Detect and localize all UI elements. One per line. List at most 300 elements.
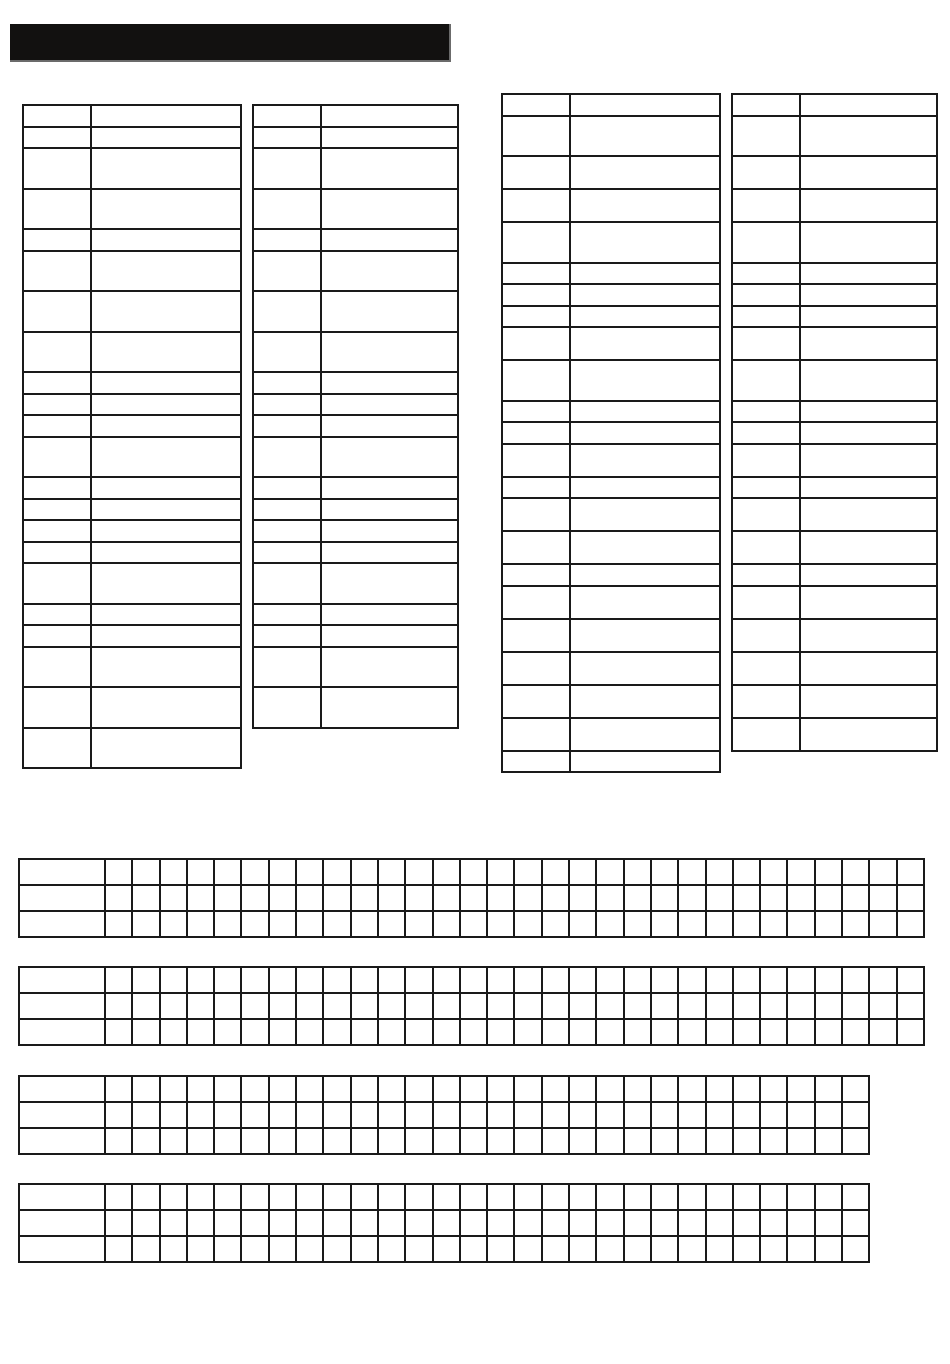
grid-cell[interactable] bbox=[214, 1236, 241, 1262]
value-cell[interactable] bbox=[321, 625, 458, 647]
grid-cell[interactable] bbox=[433, 1128, 460, 1154]
grid-cell[interactable] bbox=[160, 885, 187, 911]
label-cell[interactable] bbox=[732, 263, 800, 285]
value-cell[interactable] bbox=[321, 251, 458, 292]
grid-cell[interactable] bbox=[787, 1102, 814, 1128]
grid-cell[interactable] bbox=[596, 993, 623, 1019]
grid-cell[interactable] bbox=[214, 1210, 241, 1236]
label-cell[interactable] bbox=[253, 625, 321, 647]
value-cell[interactable] bbox=[800, 401, 937, 423]
grid-cell[interactable] bbox=[132, 1128, 159, 1154]
label-cell[interactable] bbox=[502, 156, 570, 189]
grid-cell[interactable] bbox=[651, 1236, 678, 1262]
grid-cell[interactable] bbox=[842, 859, 869, 885]
grid-cell[interactable] bbox=[815, 1236, 842, 1262]
grid-cell[interactable] bbox=[241, 1102, 268, 1128]
grid-cell[interactable] bbox=[514, 911, 541, 937]
value-cell[interactable] bbox=[91, 415, 241, 437]
grid-cell[interactable] bbox=[514, 1236, 541, 1262]
grid-cell[interactable] bbox=[241, 967, 268, 993]
value-cell[interactable] bbox=[321, 148, 458, 189]
grid-cell[interactable] bbox=[269, 993, 296, 1019]
grid-cell[interactable] bbox=[187, 1019, 214, 1045]
grid-cell[interactable] bbox=[514, 885, 541, 911]
grid-cell[interactable] bbox=[787, 1019, 814, 1045]
grid-cell[interactable] bbox=[487, 1076, 514, 1102]
value-cell[interactable] bbox=[570, 685, 720, 718]
label-cell[interactable] bbox=[253, 394, 321, 416]
grid-cell[interactable] bbox=[542, 993, 569, 1019]
grid-cell[interactable] bbox=[787, 859, 814, 885]
label-cell[interactable] bbox=[23, 437, 91, 478]
grid-cell[interactable] bbox=[296, 859, 323, 885]
grid-cell[interactable] bbox=[460, 967, 487, 993]
grid-cell[interactable] bbox=[214, 1102, 241, 1128]
row-label-cell[interactable] bbox=[19, 1019, 105, 1045]
grid-cell[interactable] bbox=[514, 1076, 541, 1102]
grid-cell[interactable] bbox=[269, 1019, 296, 1045]
label-cell[interactable] bbox=[732, 619, 800, 652]
grid-cell[interactable] bbox=[132, 1019, 159, 1045]
label-cell[interactable] bbox=[253, 229, 321, 251]
grid-cell[interactable] bbox=[132, 885, 159, 911]
grid-cell[interactable] bbox=[787, 1236, 814, 1262]
grid-cell[interactable] bbox=[733, 859, 760, 885]
grid-cell[interactable] bbox=[596, 859, 623, 885]
grid-cell[interactable] bbox=[596, 967, 623, 993]
grid-cell[interactable] bbox=[733, 1128, 760, 1154]
grid-cell[interactable] bbox=[105, 1102, 132, 1128]
grid-cell[interactable] bbox=[323, 1102, 350, 1128]
label-cell[interactable] bbox=[23, 372, 91, 394]
grid-cell[interactable] bbox=[323, 1076, 350, 1102]
row-label-cell[interactable] bbox=[19, 993, 105, 1019]
label-cell[interactable] bbox=[23, 687, 91, 728]
grid-cell[interactable] bbox=[132, 1184, 159, 1210]
value-cell[interactable] bbox=[800, 306, 937, 328]
value-cell[interactable] bbox=[570, 477, 720, 499]
grid-cell[interactable] bbox=[760, 1236, 787, 1262]
grid-cell[interactable] bbox=[678, 1076, 705, 1102]
grid-cell[interactable] bbox=[214, 1076, 241, 1102]
label-cell[interactable] bbox=[502, 306, 570, 328]
grid-cell[interactable] bbox=[269, 859, 296, 885]
label-cell[interactable] bbox=[253, 372, 321, 394]
grid-cell[interactable] bbox=[760, 1184, 787, 1210]
value-cell[interactable] bbox=[570, 444, 720, 477]
grid-cell[interactable] bbox=[433, 885, 460, 911]
row-label-cell[interactable] bbox=[19, 1128, 105, 1154]
value-cell[interactable] bbox=[800, 531, 937, 564]
grid-cell[interactable] bbox=[187, 1128, 214, 1154]
value-cell[interactable] bbox=[321, 647, 458, 688]
grid-cell[interactable] bbox=[542, 885, 569, 911]
label-cell[interactable] bbox=[502, 444, 570, 477]
value-cell[interactable] bbox=[91, 189, 241, 230]
grid-cell[interactable] bbox=[296, 967, 323, 993]
label-cell[interactable] bbox=[23, 477, 91, 499]
grid-cell[interactable] bbox=[542, 1019, 569, 1045]
grid-cell[interactable] bbox=[460, 1236, 487, 1262]
grid-cell[interactable] bbox=[487, 1210, 514, 1236]
grid-cell[interactable] bbox=[651, 993, 678, 1019]
value-cell[interactable] bbox=[570, 222, 720, 263]
grid-cell[interactable] bbox=[296, 1076, 323, 1102]
grid-cell[interactable] bbox=[378, 1102, 405, 1128]
grid-cell[interactable] bbox=[487, 1102, 514, 1128]
grid-cell[interactable] bbox=[651, 885, 678, 911]
grid-cell[interactable] bbox=[733, 911, 760, 937]
grid-cell[interactable] bbox=[842, 1128, 869, 1154]
grid-cell[interactable] bbox=[624, 1076, 651, 1102]
grid-cell[interactable] bbox=[487, 1019, 514, 1045]
value-cell[interactable] bbox=[800, 498, 937, 531]
value-cell[interactable] bbox=[91, 229, 241, 251]
grid-cell[interactable] bbox=[651, 1210, 678, 1236]
grid-cell[interactable] bbox=[241, 885, 268, 911]
value-cell[interactable] bbox=[570, 94, 720, 116]
grid-cell[interactable] bbox=[596, 1210, 623, 1236]
value-cell[interactable] bbox=[570, 156, 720, 189]
label-cell[interactable] bbox=[23, 148, 91, 189]
grid-cell[interactable] bbox=[596, 1076, 623, 1102]
grid-cell[interactable] bbox=[897, 911, 924, 937]
grid-cell[interactable] bbox=[897, 993, 924, 1019]
grid-cell[interactable] bbox=[815, 967, 842, 993]
label-cell[interactable] bbox=[502, 263, 570, 285]
grid-cell[interactable] bbox=[187, 911, 214, 937]
grid-cell[interactable] bbox=[596, 911, 623, 937]
grid-cell[interactable] bbox=[405, 1184, 432, 1210]
grid-cell[interactable] bbox=[460, 1210, 487, 1236]
grid-cell[interactable] bbox=[787, 1128, 814, 1154]
label-cell[interactable] bbox=[253, 604, 321, 626]
grid-cell[interactable] bbox=[542, 1076, 569, 1102]
grid-cell[interactable] bbox=[624, 1128, 651, 1154]
label-cell[interactable] bbox=[732, 564, 800, 586]
grid-cell[interactable] bbox=[351, 1019, 378, 1045]
grid-cell[interactable] bbox=[405, 1236, 432, 1262]
grid-cell[interactable] bbox=[323, 1236, 350, 1262]
grid-cell[interactable] bbox=[869, 885, 896, 911]
value-cell[interactable] bbox=[91, 372, 241, 394]
grid-cell[interactable] bbox=[815, 1019, 842, 1045]
grid-cell[interactable] bbox=[542, 911, 569, 937]
grid-cell[interactable] bbox=[269, 1184, 296, 1210]
grid-cell[interactable] bbox=[160, 1210, 187, 1236]
grid-cell[interactable] bbox=[787, 967, 814, 993]
grid-cell[interactable] bbox=[105, 859, 132, 885]
grid-cell[interactable] bbox=[187, 1076, 214, 1102]
value-cell[interactable] bbox=[800, 652, 937, 685]
label-cell[interactable] bbox=[502, 685, 570, 718]
label-cell[interactable] bbox=[502, 477, 570, 499]
grid-cell[interactable] bbox=[241, 1128, 268, 1154]
grid-cell[interactable] bbox=[405, 1210, 432, 1236]
label-cell[interactable] bbox=[23, 251, 91, 292]
grid-cell[interactable] bbox=[624, 1236, 651, 1262]
grid-cell[interactable] bbox=[624, 885, 651, 911]
value-cell[interactable] bbox=[570, 116, 720, 157]
grid-cell[interactable] bbox=[706, 1019, 733, 1045]
grid-cell[interactable] bbox=[405, 1102, 432, 1128]
grid-cell[interactable] bbox=[569, 967, 596, 993]
label-cell[interactable] bbox=[253, 647, 321, 688]
grid-cell[interactable] bbox=[460, 1184, 487, 1210]
grid-cell[interactable] bbox=[241, 1076, 268, 1102]
grid-cell[interactable] bbox=[296, 1128, 323, 1154]
grid-cell[interactable] bbox=[487, 859, 514, 885]
grid-cell[interactable] bbox=[460, 885, 487, 911]
grid-cell[interactable] bbox=[296, 993, 323, 1019]
grid-cell[interactable] bbox=[678, 967, 705, 993]
label-cell[interactable] bbox=[502, 498, 570, 531]
value-cell[interactable] bbox=[800, 284, 937, 306]
label-cell[interactable] bbox=[732, 189, 800, 222]
grid-cell[interactable] bbox=[514, 859, 541, 885]
label-cell[interactable] bbox=[502, 284, 570, 306]
grid-cell[interactable] bbox=[405, 1076, 432, 1102]
grid-cell[interactable] bbox=[433, 1076, 460, 1102]
grid-cell[interactable] bbox=[514, 967, 541, 993]
grid-cell[interactable] bbox=[733, 1102, 760, 1128]
grid-cell[interactable] bbox=[569, 859, 596, 885]
grid-cell[interactable] bbox=[760, 1210, 787, 1236]
label-cell[interactable] bbox=[23, 189, 91, 230]
grid-cell[interactable] bbox=[269, 1128, 296, 1154]
value-cell[interactable] bbox=[91, 394, 241, 416]
grid-cell[interactable] bbox=[323, 885, 350, 911]
value-cell[interactable] bbox=[321, 189, 458, 230]
grid-cell[interactable] bbox=[706, 1076, 733, 1102]
label-cell[interactable] bbox=[23, 415, 91, 437]
grid-cell[interactable] bbox=[269, 1210, 296, 1236]
grid-cell[interactable] bbox=[105, 885, 132, 911]
grid-cell[interactable] bbox=[542, 1210, 569, 1236]
value-cell[interactable] bbox=[91, 148, 241, 189]
grid-cell[interactable] bbox=[542, 1128, 569, 1154]
grid-cell[interactable] bbox=[842, 993, 869, 1019]
grid-cell[interactable] bbox=[596, 1128, 623, 1154]
grid-cell[interactable] bbox=[460, 1019, 487, 1045]
value-cell[interactable] bbox=[91, 127, 241, 149]
value-cell[interactable] bbox=[91, 542, 241, 564]
label-cell[interactable] bbox=[23, 291, 91, 332]
grid-cell[interactable] bbox=[187, 859, 214, 885]
value-cell[interactable] bbox=[91, 332, 241, 373]
value-cell[interactable] bbox=[91, 251, 241, 292]
label-cell[interactable] bbox=[732, 222, 800, 263]
grid-cell[interactable] bbox=[651, 1102, 678, 1128]
grid-cell[interactable] bbox=[815, 1184, 842, 1210]
grid-cell[interactable] bbox=[160, 1236, 187, 1262]
grid-cell[interactable] bbox=[706, 859, 733, 885]
value-cell[interactable] bbox=[91, 105, 241, 127]
value-cell[interactable] bbox=[321, 520, 458, 542]
grid-cell[interactable] bbox=[815, 1076, 842, 1102]
grid-cell[interactable] bbox=[160, 859, 187, 885]
value-cell[interactable] bbox=[321, 687, 458, 728]
value-cell[interactable] bbox=[800, 422, 937, 444]
value-cell[interactable] bbox=[321, 415, 458, 437]
grid-cell[interactable] bbox=[241, 911, 268, 937]
grid-cell[interactable] bbox=[678, 1210, 705, 1236]
value-cell[interactable] bbox=[800, 564, 937, 586]
value-cell[interactable] bbox=[570, 564, 720, 586]
grid-cell[interactable] bbox=[460, 993, 487, 1019]
grid-cell[interactable] bbox=[787, 1076, 814, 1102]
grid-cell[interactable] bbox=[351, 1236, 378, 1262]
grid-cell[interactable] bbox=[678, 1102, 705, 1128]
value-cell[interactable] bbox=[570, 619, 720, 652]
label-cell[interactable] bbox=[253, 499, 321, 521]
grid-cell[interactable] bbox=[869, 1019, 896, 1045]
value-cell[interactable] bbox=[800, 685, 937, 718]
value-cell[interactable] bbox=[321, 229, 458, 251]
label-cell[interactable] bbox=[502, 327, 570, 360]
grid-cell[interactable] bbox=[487, 1128, 514, 1154]
label-cell[interactable] bbox=[502, 360, 570, 401]
grid-cell[interactable] bbox=[105, 1076, 132, 1102]
label-cell[interactable] bbox=[732, 360, 800, 401]
grid-cell[interactable] bbox=[678, 911, 705, 937]
grid-cell[interactable] bbox=[105, 911, 132, 937]
grid-cell[interactable] bbox=[733, 1076, 760, 1102]
grid-cell[interactable] bbox=[651, 1128, 678, 1154]
grid-cell[interactable] bbox=[787, 1184, 814, 1210]
value-cell[interactable] bbox=[91, 291, 241, 332]
grid-cell[interactable] bbox=[378, 1076, 405, 1102]
grid-cell[interactable] bbox=[241, 859, 268, 885]
grid-cell[interactable] bbox=[323, 993, 350, 1019]
grid-cell[interactable] bbox=[678, 993, 705, 1019]
grid-cell[interactable] bbox=[706, 967, 733, 993]
label-cell[interactable] bbox=[502, 94, 570, 116]
grid-cell[interactable] bbox=[733, 1210, 760, 1236]
grid-cell[interactable] bbox=[433, 1210, 460, 1236]
grid-cell[interactable] bbox=[433, 911, 460, 937]
grid-cell[interactable] bbox=[160, 967, 187, 993]
grid-cell[interactable] bbox=[132, 1102, 159, 1128]
grid-cell[interactable] bbox=[378, 1210, 405, 1236]
grid-cell[interactable] bbox=[460, 1102, 487, 1128]
label-cell[interactable] bbox=[253, 291, 321, 332]
value-cell[interactable] bbox=[321, 105, 458, 127]
label-cell[interactable] bbox=[502, 751, 570, 773]
grid-cell[interactable] bbox=[323, 1128, 350, 1154]
label-cell[interactable] bbox=[732, 586, 800, 619]
label-cell[interactable] bbox=[732, 498, 800, 531]
grid-cell[interactable] bbox=[460, 1076, 487, 1102]
grid-cell[interactable] bbox=[378, 1128, 405, 1154]
grid-cell[interactable] bbox=[787, 1210, 814, 1236]
grid-cell[interactable] bbox=[624, 1210, 651, 1236]
grid-cell[interactable] bbox=[760, 967, 787, 993]
value-cell[interactable] bbox=[800, 156, 937, 189]
grid-cell[interactable] bbox=[624, 1019, 651, 1045]
grid-cell[interactable] bbox=[869, 993, 896, 1019]
grid-cell[interactable] bbox=[897, 967, 924, 993]
grid-cell[interactable] bbox=[678, 885, 705, 911]
value-cell[interactable] bbox=[570, 652, 720, 685]
label-cell[interactable] bbox=[732, 116, 800, 157]
grid-cell[interactable] bbox=[160, 1076, 187, 1102]
grid-cell[interactable] bbox=[514, 1102, 541, 1128]
grid-cell[interactable] bbox=[433, 1019, 460, 1045]
grid-cell[interactable] bbox=[433, 1236, 460, 1262]
value-cell[interactable] bbox=[91, 437, 241, 478]
value-cell[interactable] bbox=[800, 444, 937, 477]
grid-cell[interactable] bbox=[323, 1210, 350, 1236]
grid-cell[interactable] bbox=[132, 1210, 159, 1236]
row-label-cell[interactable] bbox=[19, 967, 105, 993]
value-cell[interactable] bbox=[91, 647, 241, 688]
grid-cell[interactable] bbox=[214, 1128, 241, 1154]
grid-cell[interactable] bbox=[460, 1128, 487, 1154]
grid-cell[interactable] bbox=[787, 885, 814, 911]
label-cell[interactable] bbox=[253, 415, 321, 437]
label-cell[interactable] bbox=[253, 563, 321, 604]
label-cell[interactable] bbox=[23, 647, 91, 688]
value-cell[interactable] bbox=[570, 401, 720, 423]
grid-cell[interactable] bbox=[842, 1210, 869, 1236]
grid-cell[interactable] bbox=[378, 859, 405, 885]
grid-cell[interactable] bbox=[706, 911, 733, 937]
grid-cell[interactable] bbox=[378, 885, 405, 911]
grid-cell[interactable] bbox=[596, 1184, 623, 1210]
grid-cell[interactable] bbox=[241, 1236, 268, 1262]
grid-cell[interactable] bbox=[214, 911, 241, 937]
grid-cell[interactable] bbox=[433, 1102, 460, 1128]
label-cell[interactable] bbox=[502, 564, 570, 586]
label-cell[interactable] bbox=[732, 444, 800, 477]
grid-cell[interactable] bbox=[842, 1102, 869, 1128]
value-cell[interactable] bbox=[570, 306, 720, 328]
grid-cell[interactable] bbox=[678, 1128, 705, 1154]
grid-cell[interactable] bbox=[815, 993, 842, 1019]
label-cell[interactable] bbox=[732, 327, 800, 360]
grid-cell[interactable] bbox=[378, 911, 405, 937]
grid-cell[interactable] bbox=[596, 885, 623, 911]
grid-cell[interactable] bbox=[760, 1076, 787, 1102]
grid-cell[interactable] bbox=[433, 1184, 460, 1210]
grid-cell[interactable] bbox=[187, 885, 214, 911]
grid-cell[interactable] bbox=[296, 1019, 323, 1045]
grid-cell[interactable] bbox=[842, 1076, 869, 1102]
grid-cell[interactable] bbox=[706, 1184, 733, 1210]
grid-cell[interactable] bbox=[596, 1102, 623, 1128]
grid-cell[interactable] bbox=[323, 1184, 350, 1210]
value-cell[interactable] bbox=[800, 327, 937, 360]
grid-cell[interactable] bbox=[706, 1236, 733, 1262]
label-cell[interactable] bbox=[253, 332, 321, 373]
value-cell[interactable] bbox=[570, 284, 720, 306]
grid-cell[interactable] bbox=[378, 1236, 405, 1262]
value-cell[interactable] bbox=[800, 116, 937, 157]
grid-cell[interactable] bbox=[733, 1184, 760, 1210]
value-cell[interactable] bbox=[570, 360, 720, 401]
label-cell[interactable] bbox=[253, 477, 321, 499]
grid-cell[interactable] bbox=[760, 1128, 787, 1154]
grid-cell[interactable] bbox=[214, 1184, 241, 1210]
grid-cell[interactable] bbox=[323, 967, 350, 993]
grid-cell[interactable] bbox=[323, 859, 350, 885]
grid-cell[interactable] bbox=[214, 967, 241, 993]
grid-cell[interactable] bbox=[105, 967, 132, 993]
row-label-cell[interactable] bbox=[19, 1184, 105, 1210]
grid-cell[interactable] bbox=[596, 1236, 623, 1262]
grid-cell[interactable] bbox=[487, 993, 514, 1019]
